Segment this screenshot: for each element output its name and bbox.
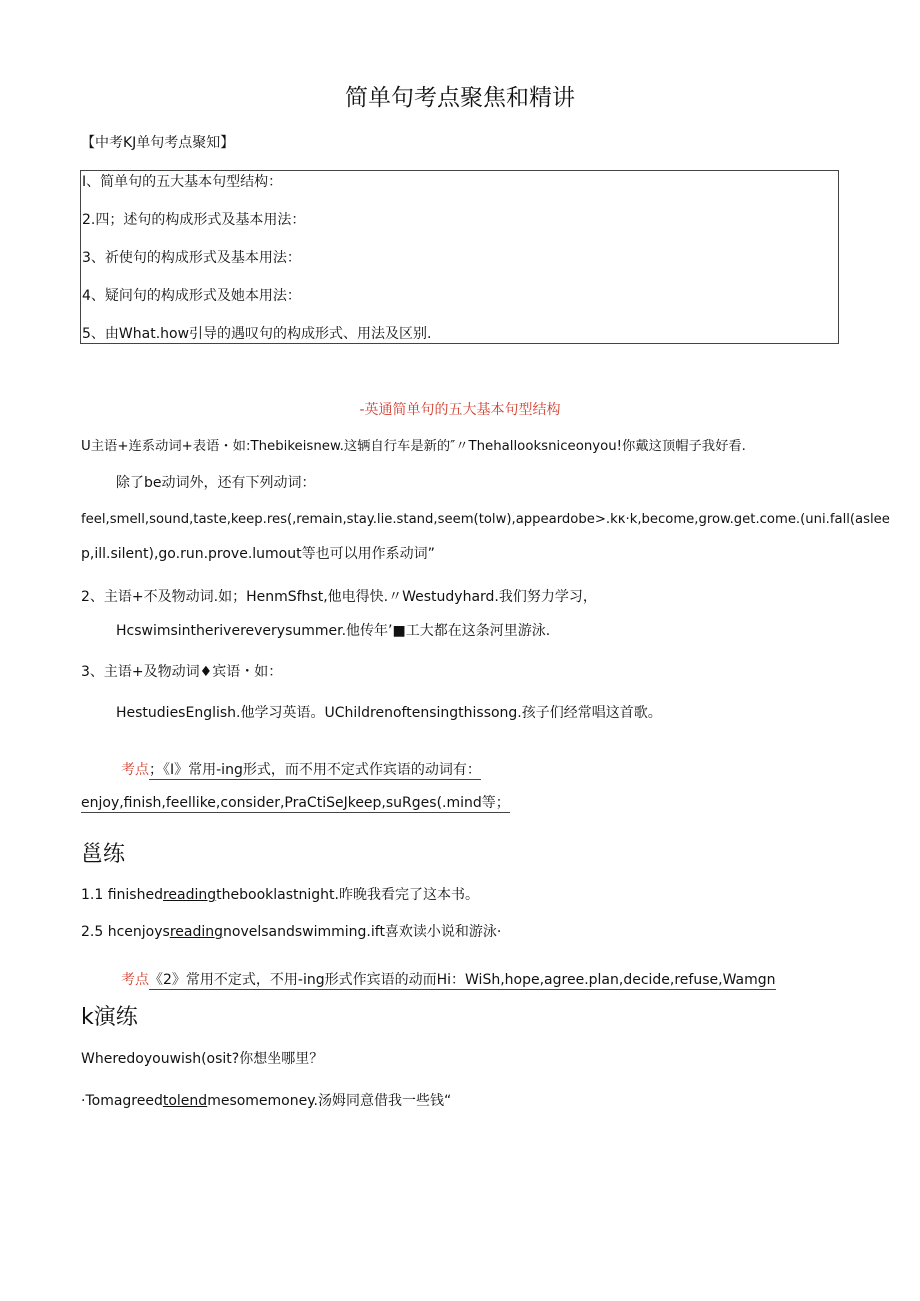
outline-item: I、简单句的五大基本句型结构： — [82, 174, 283, 190]
section-heading: -英通简单句的五大基本句型结构 — [359, 402, 561, 418]
outline-box — [80, 170, 839, 344]
drill-heading: k演练 — [81, 1005, 138, 1030]
paragraph: 3、主语+及物动词♦宾语・如： — [81, 664, 283, 680]
paragraph: 除了be动词外，还有下列动词： — [116, 475, 316, 491]
example-underlined: tolend — [162, 1093, 208, 1109]
key-point-text: ；《I》常用-ing形式，而不用不定式作宾语的动词有： — [149, 762, 481, 778]
example-text: ·Tomagreed — [81, 1093, 163, 1109]
key-point-1 — [121, 761, 481, 779]
paragraph: 2、主语+不及物动词.如；HenmSfhst,他电得快.〃Westudyhard.我们努力学习， — [81, 589, 597, 605]
example-sentence — [81, 886, 479, 904]
example-sentence: Wheredoyouwish(osit?你想坐哪里？ — [81, 1051, 324, 1067]
paragraph: p,ill.silent),go.run.prove.lumout等也可以用作系动词” — [81, 546, 435, 562]
paragraph: U主语+连系动词+表语・如:Thebikeisnew.这辆自行车是新的″〃Thehallooksniceonyou!你戴这顶帽子我好看. — [81, 439, 746, 454]
verb-list: enjoy,finish,feellike,consider,PraCtiSeJkeep,suRges(.mind等； — [81, 795, 510, 811]
key-point-label: 考点 — [121, 762, 149, 778]
example-sentence — [81, 1092, 451, 1110]
key-point-list — [81, 794, 510, 812]
example-text: thebooklastnight.昨晚我看完了这本书。 — [216, 887, 479, 903]
example-text: mesomemoney.汤姆同意借我一些钱“ — [207, 1093, 452, 1109]
key-point-text: 《2》常用不定式，不用-ing形式作宾语的动而Hi：WiSh,hope,agree.plan,decide,refuse,Wamgn — [149, 972, 776, 988]
subtitle: 【中考KJ单句考点聚知】 — [81, 135, 235, 151]
drill-heading: 邕练 — [81, 842, 126, 867]
outline-item: 5、由What.how引导的遇叹句的构成形式、用法及区别. — [82, 326, 432, 342]
paragraph: HestudiesEnglish.他学习英语。UChildrenoftensingthissong.孩子们经常唱这首歌。 — [116, 705, 662, 721]
example-underlined: reading — [162, 887, 217, 903]
key-point-label: 考点 — [121, 972, 149, 988]
page-title: 简单句考点聚焦和精讲 — [345, 85, 575, 111]
outline-item: 3、祈使句的构成形式及基本用法： — [82, 250, 301, 266]
example-sentence — [81, 923, 501, 941]
paragraph: feel,smell,sound,taste,keep.res(,remain,stay.lie.stand,seem(tolw),appeardobe>.kκ·k,become,grow.get.come.(uni.fall(aslee — [81, 512, 890, 527]
outline-item: 4、疑问句的构成形式及她本用法： — [82, 288, 301, 304]
example-underlined: reading — [169, 924, 223, 940]
outline-item: 2.四；述句的构成形式及基本用法： — [82, 212, 306, 228]
key-point-2 — [121, 971, 776, 989]
example-text: 2.5 hcenjoys — [81, 924, 170, 940]
example-text: novelsandswimming.ift喜欢读小说和游泳· — [223, 924, 502, 940]
paragraph: Hcswimsintherivereverysummer.他传年’■工大都在这条河里游泳. — [116, 623, 551, 639]
example-text: 1.1 finished — [81, 887, 163, 903]
